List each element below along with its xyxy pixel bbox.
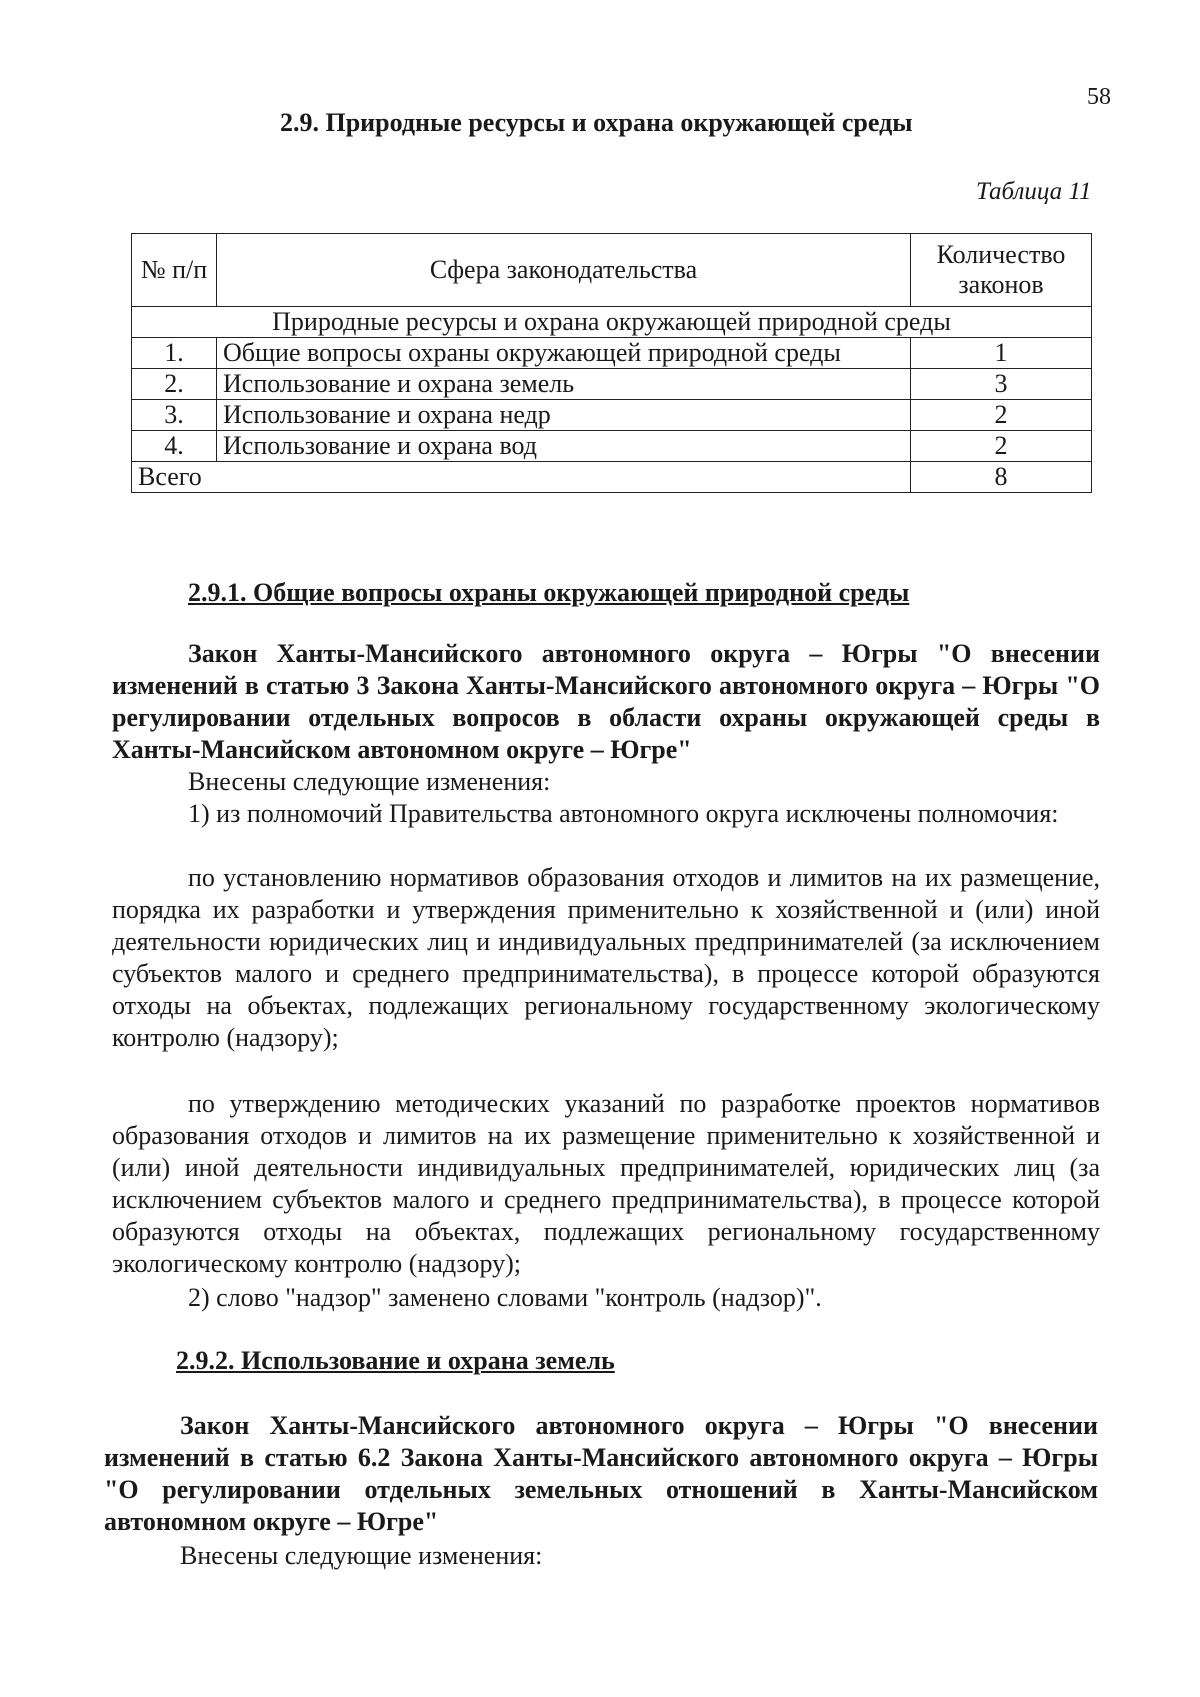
header-sphere: Сфера законодательства: [217, 234, 911, 307]
row-count: 2: [911, 400, 1092, 431]
row-sphere: Использование и охрана вод: [217, 431, 911, 462]
table-row: [132, 431, 1092, 462]
row-num: 4.: [132, 431, 217, 462]
law-title-292: Закон Ханты-Мансийского автономного округа – Югры "О внесении изменений в статью 6.2 Закона Ханты-Мансийского автономного округа – Югры "О регулировании отдельных земельных отношений в Ханты-Мансийском автономном округе – Югре": [104, 1411, 1098, 1536]
change-item-1: 1) из полномочий Правительства автономного округа исключены полномочия:: [188, 799, 1059, 828]
table-row: [132, 369, 1092, 400]
table-caption: Таблица 11: [976, 178, 1092, 205]
total-count: 8: [911, 462, 1092, 493]
row-count: 1: [911, 338, 1092, 369]
header-num: № п/п: [132, 234, 217, 307]
group-label: Природные ресурсы и охрана окружающей природной среды: [132, 307, 1092, 338]
row-count: 2: [911, 431, 1092, 462]
row-count: 3: [911, 369, 1092, 400]
row-sphere: Общие вопросы охраны окружающей природной среды: [217, 338, 911, 369]
legislation-table: [131, 233, 1092, 493]
table-total-row: [132, 462, 1092, 493]
law-title-291: Закон Ханты-Мансийского автономного округа – Югры "О внесении изменений в статью 3 Закона Ханты-Мансийского автономного округа – Югры "О регулировании отдельных вопросов в области охраны окружающей среды в Ханты-Мансийском автономном округе – Югре": [112, 639, 1100, 764]
table-group-row: [132, 307, 1092, 338]
page-number: 58: [1087, 84, 1111, 110]
row-num: 1.: [132, 338, 217, 369]
header-count: Количество законов: [911, 234, 1092, 307]
row-sphere: Использование и охрана недр: [217, 400, 911, 431]
table-row: [132, 338, 1092, 369]
total-label: Всего: [132, 462, 911, 493]
row-num: 3.: [132, 400, 217, 431]
change-item-1b: по утверждению методических указаний по разработке проектов нормативов образования отходов и лимитов на их размещение применительно к хозяйственной и (или) иной деятельности индивидуальных предпринимателей, юридических лиц (за исключением субъектов малого и среднего предпринимательства), в процессе которой образуются отходы на объектах, подлежащих региональному государственному экологическому контролю (надзору);: [112, 1089, 1100, 1278]
change-item-2: 2) слово "надзор" заменено словами "контроль (надзор)".: [188, 1283, 822, 1312]
change-item-1a: по установлению нормативов образования отходов и лимитов на их размещение, порядка их разработки и утверждения применительно к хозяйственной и (или) иной деятельности юридических лиц и индивидуальных предпринимателей (за исключением субъектов малого и среднего предпринимательства), в процессе которой образуются отходы на объектах, подлежащих региональному государственному экологическому контролю (надзору);: [112, 863, 1100, 1052]
table-header-row: [132, 234, 1092, 307]
table-row: [132, 400, 1092, 431]
changes-intro-292: Внесены следующие изменения:: [180, 1541, 543, 1570]
row-sphere: Использование и охрана земель: [217, 369, 911, 400]
section-title: 2.9. Природные ресурсы и охрана окружающей среды: [280, 108, 913, 137]
row-num: 2.: [132, 369, 217, 400]
subsection-heading-292: 2.9.2. Использование и охрана земель: [176, 1346, 615, 1375]
subsection-heading-291: 2.9.1. Общие вопросы охраны окружающей природной среды: [188, 578, 910, 607]
changes-intro-291: Внесены следующие изменения:: [188, 767, 551, 796]
